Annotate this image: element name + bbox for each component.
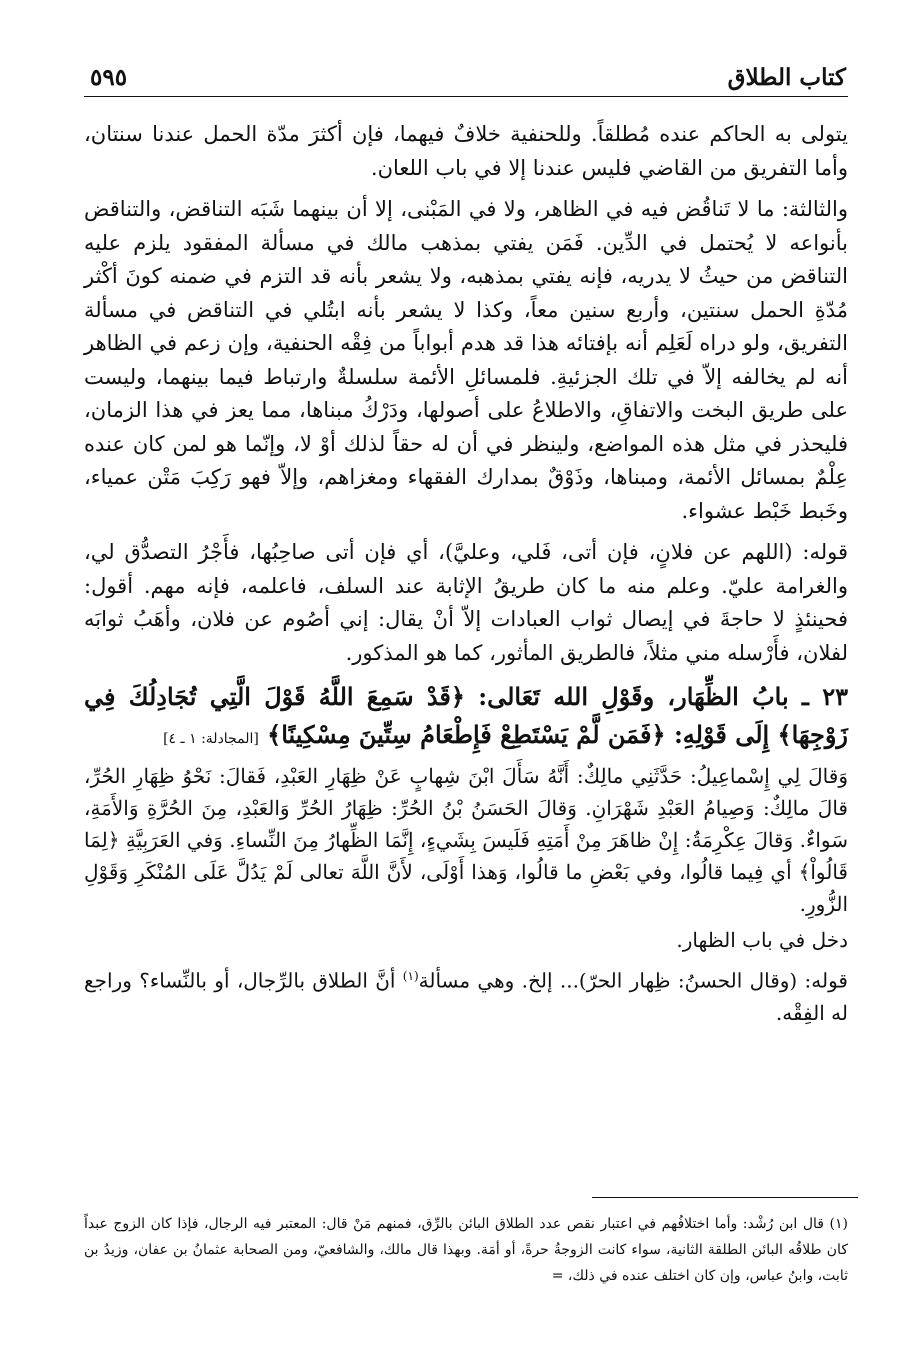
commentary-text-b: أنَّ الطلاق بالرِّجال، أو بالنِّساء؟ وراجع له الفِقْه. (84, 968, 848, 1025)
commentary-text-a: قوله: (وقال الحسنُ: ظِهار الحرّ)... إلخ. وهي مسألة (418, 968, 848, 993)
page-number: ٥٩٥ (90, 64, 128, 91)
main-text (84, 118, 848, 1033)
quran-reference: [المجادلة: ١ ـ ٤] (163, 731, 259, 747)
commentary-line-1: دخل في باب الظهار. (676, 928, 848, 952)
running-title: كتاب الطلاق (727, 64, 846, 91)
chapter-heading (84, 678, 848, 758)
footnote-marker[interactable]: (١) (402, 969, 419, 983)
page-header (84, 62, 848, 97)
commentary-line-2 (84, 960, 848, 1029)
hadith-narration: وَقالَ لِي إِسْماعِيلُ: حَدَّثَنِي مالِكٌ: أَنَّهُ سَأَلَ ابْنَ شِهابٍ عَنْ ظِهَارِ العَبْدِ، فَقالَ: نَحْوُ ظِهَارِ الحُرِّ، قالَ مالِكٌ: وَصِيامُ العَبْدِ شَهْرَانِ. وَقالَ الحَسَنُ بْنُ الحُرِّ: ظِهَارُ الحُرِّ وَالعَبْدِ، مِنَ الحُرَّةِ وَالأَمَةِ، سَواءٌ. وَقالَ عِكْرِمَةُ: إِنْ ظاهَرَ مِنْ أَمَتِهِ فَلَيسَ بِشَيءٍ، إِنَّمَا الظِّهارُ مِنَ النِّساءِ. وَفي العَرَبِيَّةِ ﴿لِمَا قَالُواْ﴾ أي فِيما قالُوا، وفي بَعْضِ ما قالُوا، وَهذا أَوْلَى، لأَنَّ اللَّهَ تعالى لَمْ يَدُلَّ عَلَى المُنْكَرِ وَقَوْلِ الزُّورِ. (84, 764, 848, 916)
paragraph-1: يتولى به الحاكم عنده مُطلقاً. وللحنفية خلافٌ فيهما، فإن أكثرَ مدّة الحمل عندنا سنتان، وأما التفريق من القاضي فليس عندنا إلا في باب اللعان. (84, 122, 848, 180)
footnote-1: (١) قال ابن رُشْد: وأما اختلافُهم في اعتبار نقص عدد الطلاق البائن بالرِّق، فمنهم مَنْ قال: المعتبر فيه الرجال، فإذا كان الزوج عبداً كان طلاقُه البائن الطلقة الثانية، سواء كانت الزوجةُ حرةً، أو أمَة. وبهذا قال مالك، والشافعيّ، ومن الصحابة عثمانُ بن عفان، وزيدُ بن ثابت، وابنُ عباس، وإن كان اختلف عنده في ذلك، = (84, 1216, 848, 1284)
footnotes (84, 1211, 848, 1289)
paragraph-3: قوله: (اللهم عن فلانٍ، فإن أتى، فَلي، وعليَّ)، أي فإن أتى صاحِبُها، فأَجْرُ التصدُّق لي، والغرامة عليّ. وعلم منه ما كان طريقُ الإثابة عند السلف، فاعلمه، فإنه مهم. أقول: فحينئذٍ لا حاجةَ في إيصال ثواب العبادات إلاّ أنْ يقال: إني أصُوم عن فلان، وأهَبُ ثوابَه لفلان، فأَرْسله مني مثلاً، فالطريق المأثور، كما هو المذكور. (84, 540, 848, 665)
footnote-divider (592, 1197, 858, 1198)
chapter-heading-text: ٢٣ ـ بابُ الظِّهَار، وقَوْلِ الله تَعَالى: ﴿قَدْ سَمِعَ اللَّهُ قَوْلَ الَّتِي تُجَادِلُكَ فِي زَوْجِهَا﴾ إِلَى قَوْلِهِ: ﴿فَمَن لَّمْ يَسْتَطِعْ فَإِطْعَامُ سِتِّينَ مِسْكِينًا﴾ (84, 682, 848, 749)
paragraph-2: والثالثة: ما لا تَناقُض فيه في الظاهر، ولا في المَبْنى، إلا أن بينهما شَبَه التناقض، والتناقض بأنواعه لا يُحتمل في الدِّين. فَمَن يفتي بمذهب مالك في مسألة المفقود يلزم عليه التناقض من حيثُ لا يدريه، فإنه يفتي بمذهبه، ولا يشعر بأنه قد التزم في ضمنه كونَ أكْثر مُدّةِ الحمل سنتين، وأربع سنين معاً، وكذا لا يشعر بأنه ابتُلي في التناقض في مسألة التفريق، ولو دراه لَعَلِم أنه بإفتائه هذا قد هدم أبواباً من فِقْه الحنفية، وإن زعم في الظاهر أنه لم يخالفه إلاّ في تلك الجزئيةِ. فلمسائلِ الأئمة سلسلةٌ وارتباط فيما بينهما، وليست على طريق البخت والاتفاقِ، والاطلاعُ على أصولها، ودَرْكُ مبناها، مما يعز في هذا الزمان، فليحذر في مثل هذه المواضع، ولينظر في أن له حقاً لذلك أوْ لا، وإنّما هو لمن كان عنده عِلْمٌ بمسائل الأئمة، ومبناها، وذَوْقٌ بمدارك الفقهاء ومغزاهم، وإلاّ فهو رَكِبَ مَتْن عمياء، وخَبط خَبْط عشواء. (84, 197, 848, 523)
